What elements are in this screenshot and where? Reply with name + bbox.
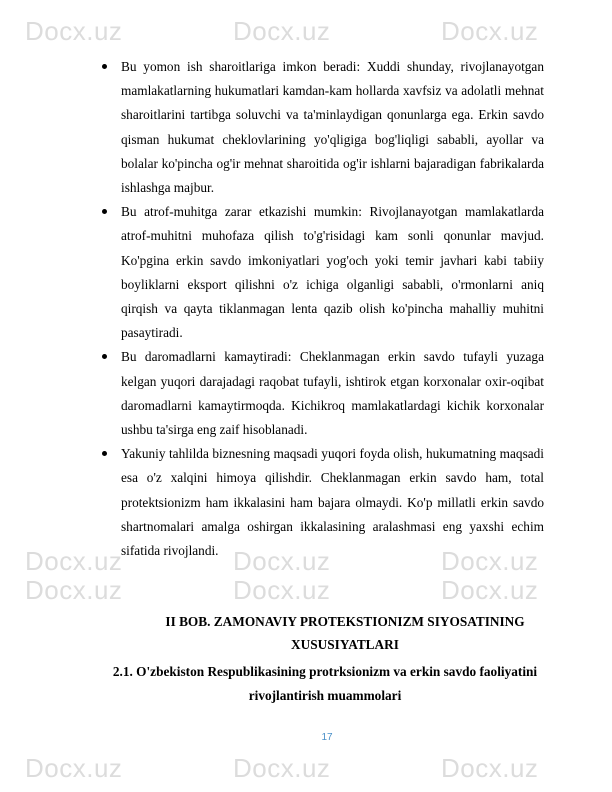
bullet-text: Yakuniy tahlilda biznesning maqsadi yuqori foyda olish, hukumatning maqsadi esa o'z xalqini himoya qilishdir. Cheklanmagan erkin savdo ham, total protektsionizm ham ikkalasini ham bajara olmaydi. Ko'p millatli erkin savdo shartnomalari amalga oshirgan ikkalasining aralashmasi eng yaxshi echim sifatida rivojlandi. [121,446,544,559]
bullet-item [121,55,544,200]
watermark-row [0,755,612,781]
watermark: Docx.uz [233,546,331,576]
page-number: 17 [321,732,333,743]
bullet-icon [102,64,107,69]
chapter-heading-line: II BOB. ZAMONAVIY PROTEKSTIONIZM SIYOSATINING [165,614,525,629]
bullet-item [121,442,544,563]
section-heading [80,660,570,708]
section-heading-line: 2.1. O'zbekiston Respublikasining protrksionizm va erkin savdo faoliyatini [112,664,538,679]
watermark: Docx.uz [441,575,539,605]
watermark: Docx.uz [441,546,539,576]
watermark: Docx.uz [441,753,539,783]
bullet-text: Bu atrof-muhitga zarar etkazishi mumkin: Rivojlanayotgan mamlakatlarda atrof-muhitni muhofaza qilish to'g'risidagi kam sonli qonunlar mavjud. Ko'pgina erkin savdo imkoniyatlari yog'och yoki temir javhari kabi tabiiy boyliklarni eksport qilishni o'z ichiga olganligi sababli, o'rmonlarni aniq qirqish va qayta tiklanmagan lenta qazib olish ko'pincha mahalliy muhitni pasaytiradi. [121,204,544,341]
bullet-text: Bu yomon ish sharoitlariga imkon beradi: Xuddi shunday, rivojlanayotgan mamlakatlarning hukumatlari kamdan-kam hollarda xavfsiz va adolatli mehnat sharoitlarini tartibga soluvchi va ta'minlaydigan qonunlarga ega. Erkin savdo qisman hukumat cheklovlarining yo'qligiga bog'liqligi sababli, ayollar va bolalar ko'pincha og'ir mehnat sharoitida og'ir ishlarni bajaradigan fabrikalarda ishlashga majbur. [121,59,544,196]
watermark: Docx.uz [233,16,331,46]
bullet-icon [102,354,107,359]
watermark: Docx.uz [25,575,123,605]
bullet-item [121,345,544,442]
watermark-row [0,18,612,44]
bullet-icon [102,451,107,456]
chapter-heading-line: XUSUSIYATLARI [291,637,399,652]
bullet-item [121,200,544,345]
watermark: Docx.uz [25,546,123,576]
bullet-text: Bu daromadlarni kamaytiradi: Cheklanmagan erkin savdo tufayli yuzaga kelgan yuqori darajadagi raqobat tufayli, ishtirok etgan korxonalar oxir-oqibat daromadlarni kamaytirmoqda. Kichikroq mamlakatlardagi kichik korxonalar ushbu ta'sirga eng zaif hisoblanadi. [121,349,544,438]
watermark: Docx.uz [233,575,331,605]
bullet-icon [102,209,107,214]
chapter-heading [120,610,570,656]
bullet-list [121,55,544,563]
watermark: Docx.uz [25,16,123,46]
watermark-row [0,577,612,603]
watermark: Docx.uz [25,753,123,783]
watermark: Docx.uz [233,753,331,783]
watermark: Docx.uz [441,16,539,46]
section-heading-line: rivojlantirish muammolari [248,688,402,703]
